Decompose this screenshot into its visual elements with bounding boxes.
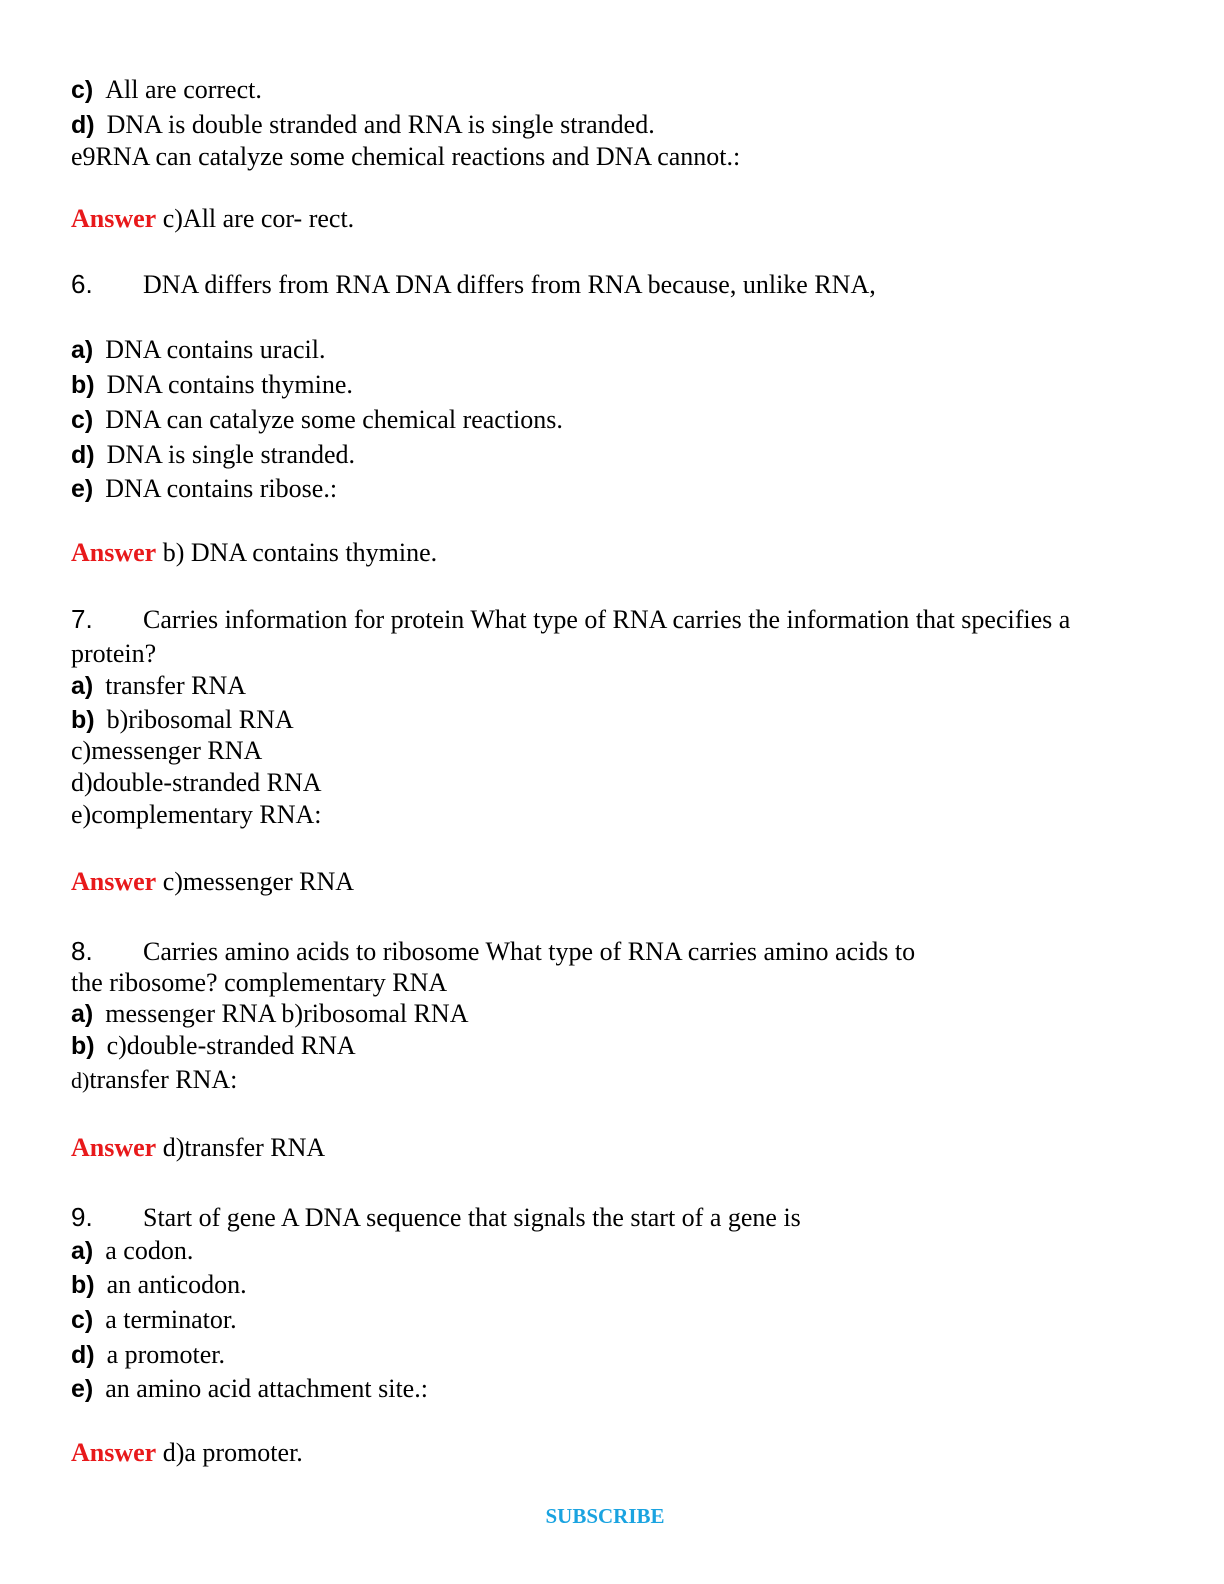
answer-text: d)transfer RNA (156, 1133, 326, 1162)
q7-option-a (71, 670, 246, 702)
option-label: b) (71, 1271, 95, 1299)
answer-text: d)a promoter. (156, 1438, 303, 1467)
q6-question (71, 268, 876, 301)
answer-label: Answer (71, 204, 157, 233)
option-prefix: d) (71, 1068, 90, 1093)
option-label: a) (71, 336, 94, 364)
q8-question-cont: the ribosome? complementary RNA (71, 968, 448, 997)
q7-answer (71, 866, 354, 898)
option-text: All are correct. (105, 75, 262, 104)
q5-option-e-line: e9RNA can catalyze some chemical reactions and DNA cannot.: (71, 142, 741, 171)
subscribe-link[interactable]: SUBSCRIBE (545, 1504, 665, 1528)
q7-question-cont: protein? (71, 639, 157, 668)
q8-answer (71, 1132, 325, 1164)
option-text: c)double-stranded RNA (106, 1031, 356, 1060)
q7-option-d-line: d)double-stranded RNA (71, 768, 322, 797)
option-label: a) (71, 1000, 94, 1028)
q7-question (71, 603, 1070, 636)
option-text: transfer RNA (105, 671, 247, 700)
question-number: 9. (71, 1202, 93, 1232)
question-number: 8. (71, 936, 93, 966)
q9-option-a (71, 1235, 193, 1267)
q6-option-b (71, 369, 353, 401)
q6-option-a (71, 334, 325, 366)
option-label: d) (71, 441, 95, 469)
option-label: b) (71, 371, 95, 399)
option-text: DNA can catalyze some chemical reactions. (105, 405, 563, 434)
q9-question (71, 1201, 801, 1234)
question-text: Carries information for protein What type of RNA carries the information that specifies a (143, 605, 1071, 634)
option-text: DNA contains ribose.: (105, 474, 338, 503)
option-label: a) (71, 1237, 94, 1265)
answer-label: Answer (71, 867, 157, 896)
q6-option-d (71, 439, 355, 471)
q9-answer (71, 1437, 303, 1469)
answer-label: Answer (71, 538, 157, 567)
q5-answer (71, 203, 354, 235)
q9-option-d (71, 1339, 225, 1371)
option-label: b) (71, 1032, 95, 1060)
answer-text: c)messenger RNA (156, 867, 355, 896)
q6-answer (71, 537, 437, 569)
option-text: DNA is double stranded and RNA is single stranded. (106, 110, 655, 139)
option-label: e) (71, 475, 94, 503)
question-number: 7. (71, 604, 93, 634)
q9-option-c (71, 1304, 237, 1336)
q8-option-a (71, 998, 468, 1030)
option-label: b) (71, 706, 95, 734)
option-text: DNA is single stranded. (106, 440, 356, 469)
q7-option-c-line: c)messenger RNA (71, 736, 263, 765)
answer-text: c)All are cor- rect. (156, 204, 355, 233)
q9-option-e (71, 1373, 428, 1405)
option-label: c) (71, 1306, 94, 1334)
q6-option-e (71, 473, 337, 505)
option-label: d) (71, 1341, 95, 1369)
question-number: 6. (71, 269, 93, 299)
option-label: d) (71, 111, 95, 139)
q9-option-b (71, 1269, 247, 1301)
option-text: b)ribosomal RNA (106, 705, 294, 734)
option-text: a codon. (105, 1236, 194, 1265)
option-text: an amino acid attachment site.: (105, 1374, 428, 1403)
q7-option-e-line: e)complementary RNA: (71, 800, 322, 829)
option-text: an anticodon. (106, 1270, 247, 1299)
answer-label: Answer (71, 1133, 157, 1162)
option-text: DNA contains thymine. (106, 370, 353, 399)
question-text: Start of gene A DNA sequence that signals the start of a gene is (143, 1203, 801, 1232)
q8-question (71, 935, 915, 968)
question-text: Carries amino acids to ribosome What type of RNA carries amino acids to (143, 937, 916, 966)
option-label: c) (71, 76, 94, 104)
q8-option-b (71, 1030, 356, 1062)
option-text: messenger RNA b)ribosomal RNA (105, 999, 469, 1028)
option-text: a terminator. (105, 1305, 237, 1334)
option-label: a) (71, 672, 94, 700)
q6-option-c (71, 404, 563, 436)
answer-label: Answer (71, 1438, 157, 1467)
option-label: e) (71, 1375, 94, 1403)
q5-option-c (71, 74, 262, 106)
q5-option-d (71, 109, 655, 141)
answer-text: b) DNA contains thymine. (156, 538, 438, 567)
q8-option-d-line (71, 1064, 237, 1097)
option-label: c) (71, 406, 94, 434)
q7-option-b (71, 704, 294, 736)
option-text: transfer RNA: (89, 1065, 238, 1094)
option-text: DNA contains uracil. (105, 335, 326, 364)
question-text: DNA differs from RNA DNA differs from RNA because, unlike RNA, (143, 270, 876, 299)
option-text: a promoter. (106, 1340, 226, 1369)
